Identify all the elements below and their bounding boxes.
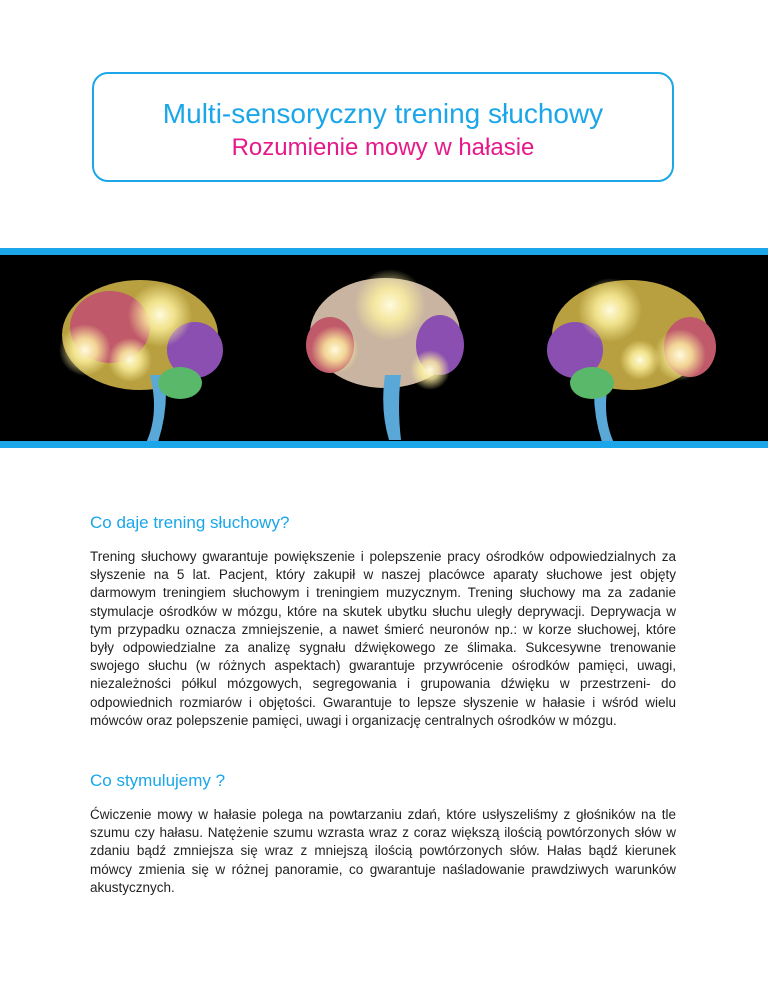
section-paragraph: Ćwiczenie mowy w hałasie polega na powtarzaniu zdań, które usłyszeliśmy z głośników na tle szumu czy hałasu. Natężenie szumu wzrasta wraz z coraz większą ilością powtórzonych słów w zdaniu bądź zmniejsza się wraz z mniejszą ilością powtórzonych słów. Hałas bądź kierunek mówcy zmienia się w różnej panoramie, co gwarantuje naśladowanie prawdziwych warunków akustycznych. — [90, 807, 676, 895]
brain-left-icon — [59, 280, 223, 441]
section-paragraph: Trening słuchowy gwarantuje powiększenie i polepszenie pracy ośrodków odpowiedzialnych za słyszenie na 5 lat. Pacjent, który zakupił w naszej placówce aparaty słuchowe jest objęty darmowym treningiem słuchowym i treningiem muzycznym. Trening słuchowy ma za zadanie stymulacje ośrodków w mózgu, które na skutek ubytku słuchu uległy deprywacji. Deprywacja w tym przypadku oznacza zmniejszenie, a nawet śmierć neuronów np.: w korze słuchowej, które były odpowiedzialne za analizę sygnału dźwiękowego ze ślimaka. Sukcesywne trenowanie swojego słuchu (w różnych aspektach) gwarantuje przywrócenie ośrodków pamięci, uwagi, niezależności półkul mózgowych, segregowania i grupowania dźwięku w przestrzeni- do odpowiednich rozmiarów i objętości. Gwarantuje to lepsze słyszenie w hałasie i wśród wielu mówców oraz polepszenie pamięci, uwagi i organizację centralnych ośrodków w mózgu. — [90, 549, 676, 728]
brain-banner — [0, 248, 768, 448]
brain-illustration — [0, 255, 768, 441]
section-heading: Co stymulujemy ? — [90, 771, 226, 790]
section-heading: Co daje trening słuchowy? — [90, 513, 290, 532]
page-subtitle: Rozumienie mowy w hałasie — [231, 134, 535, 161]
brain-right-icon — [547, 278, 716, 441]
page-title: Multi-sensoryczny trening słuchowy — [162, 98, 604, 129]
title-box — [92, 72, 674, 182]
brain-center-icon — [306, 269, 464, 440]
